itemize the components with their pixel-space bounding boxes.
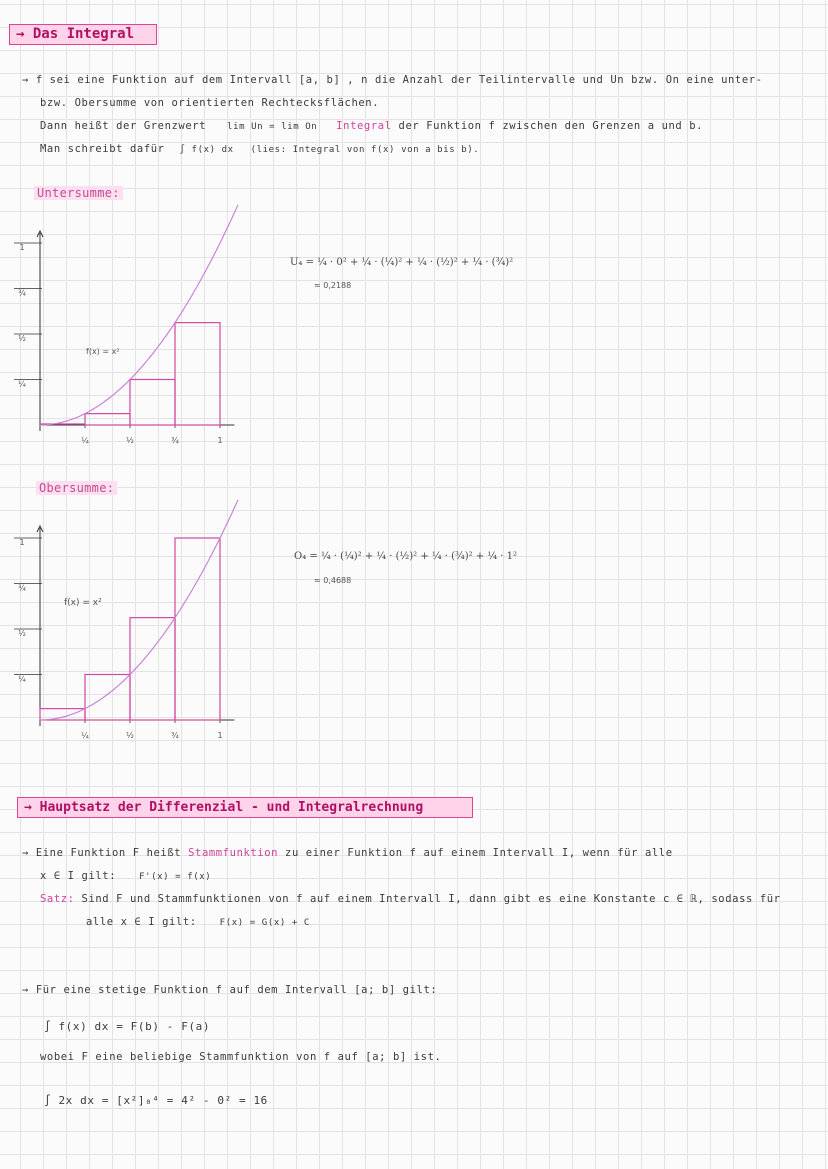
obersumme-result: ≈ 0,4688 (314, 576, 352, 585)
section-title-hauptsatz: → Hauptsatz der Differenzial - und Integralrechnung (17, 797, 473, 818)
obersumme-x-tick-label: ½ (126, 731, 134, 740)
stammfunktion-line-1c: zu einer Funktion f auf einem Intervall I, wenn für alle (285, 847, 673, 859)
untersumme-result: ≈ 0,2188 (314, 281, 352, 290)
untersumme-x-tick-label: ½ (126, 436, 134, 445)
satz-text: Sind F und Stammfunktionen von f auf einem Intervall I, dann gibt es eine Konstante c ∈ ℝ, sodass für (81, 893, 781, 905)
obersumme-rect (130, 618, 175, 720)
obersumme-y-tick-label: 1 (19, 538, 25, 547)
satz-formula: F(x) = G(x) + C (219, 918, 310, 928)
obersumme-label: Obersumme: (36, 481, 117, 495)
section-title-integral: → Das Integral (9, 24, 157, 45)
obersumme-curve (40, 500, 238, 720)
untersumme-label: Untersumme: (34, 186, 123, 200)
intro-line-1: → f sei eine Funktion auf dem Intervall [a, b] , n die Anzahl der Teilintervalle und Un bzw. On eine unter- (22, 74, 763, 86)
stammfunktion-line-2a: x ∈ I gilt: (40, 870, 117, 882)
stammfunktion-definition: F'(x) = f(x) (139, 872, 212, 882)
integral-reading: (lies: Integral von f(x) von a bis b). (250, 145, 480, 155)
obersumme-x-tick-label: ¾ (171, 731, 179, 740)
obersumme-y-tick-label: ¼ (18, 674, 26, 684)
satz-label: Satz: (40, 893, 75, 905)
untersumme-y-tick-label: ¼ (18, 379, 26, 389)
untersumme-y-tick-label: ¾ (18, 288, 26, 298)
obersumme-y-tick-label: ½ (18, 629, 26, 638)
stammfunktion-keyword: Stammfunktion (188, 847, 279, 859)
intro-line-2: bzw. Obersumme von orientierten Rechtecksflächen. (40, 97, 380, 109)
stammfunktion-line-1 (22, 847, 673, 859)
obersumme-rect (40, 709, 85, 720)
untersumme-function-label: f(x) = x² (86, 347, 120, 356)
hauptsatz-explanation: wobei F eine beliebige Stammfunktion von f auf [a; b] ist. (40, 1051, 442, 1063)
satz-text-2: alle x ∈ I gilt: (86, 916, 197, 928)
limit-expression: lim Un = lim On (227, 122, 318, 132)
obersumme-function-label: f(x) = x² (64, 598, 102, 608)
integral-keyword: Integral (336, 120, 392, 132)
untersumme-x-tick-label: 1 (217, 436, 223, 445)
untersumme-formula: U₄ = ¼ · 0² + ¼ · (¼)² + ¼ · (½)² + ¼ · (¾)² (290, 257, 514, 268)
obersumme-x-tick-label: ¼ (81, 731, 89, 740)
integral-example: ∫ 2x dx = [x²]₀⁴ = 4² - 0² = 16 (44, 1094, 268, 1107)
untersumme-y-tick-label: ½ (18, 334, 26, 343)
hauptsatz-formula: ∫ f(x) dx = F(b) - F(a) (44, 1020, 211, 1033)
stammfunktion-line-2 (40, 870, 211, 882)
integral-notation: ∫ f(x) dx (179, 145, 234, 155)
obersumme-y-tick-label: ¾ (18, 583, 26, 593)
satz-line-2 (86, 916, 310, 928)
untersumme-x-tick-label: ¼ (81, 436, 89, 445)
intro-line-3d: der Funktion f zwischen den Grenzen a und b. (398, 120, 704, 132)
stammfunktion-line-1a: → Eine Funktion F heißt (22, 847, 182, 859)
satz-line-1 (40, 893, 781, 905)
intro-line-3a: Dann heißt der Grenzwert (40, 120, 207, 132)
obersumme-formula: O₄ = ¼ · (¼)² + ¼ · (½)² + ¼ · (¾)² + ¼ · 1² (294, 551, 517, 562)
intro-line-4a: Man schreibt dafür (40, 143, 165, 155)
untersumme-y-tick-label: 1 (19, 243, 25, 252)
obersumme-x-tick-label: 1 (217, 731, 223, 740)
hauptsatz-statement: → Für eine stetige Funktion f auf dem Intervall [a; b] gilt: (22, 984, 438, 996)
obersumme-rect (175, 538, 220, 720)
untersumme-x-tick-label: ¾ (171, 436, 179, 445)
